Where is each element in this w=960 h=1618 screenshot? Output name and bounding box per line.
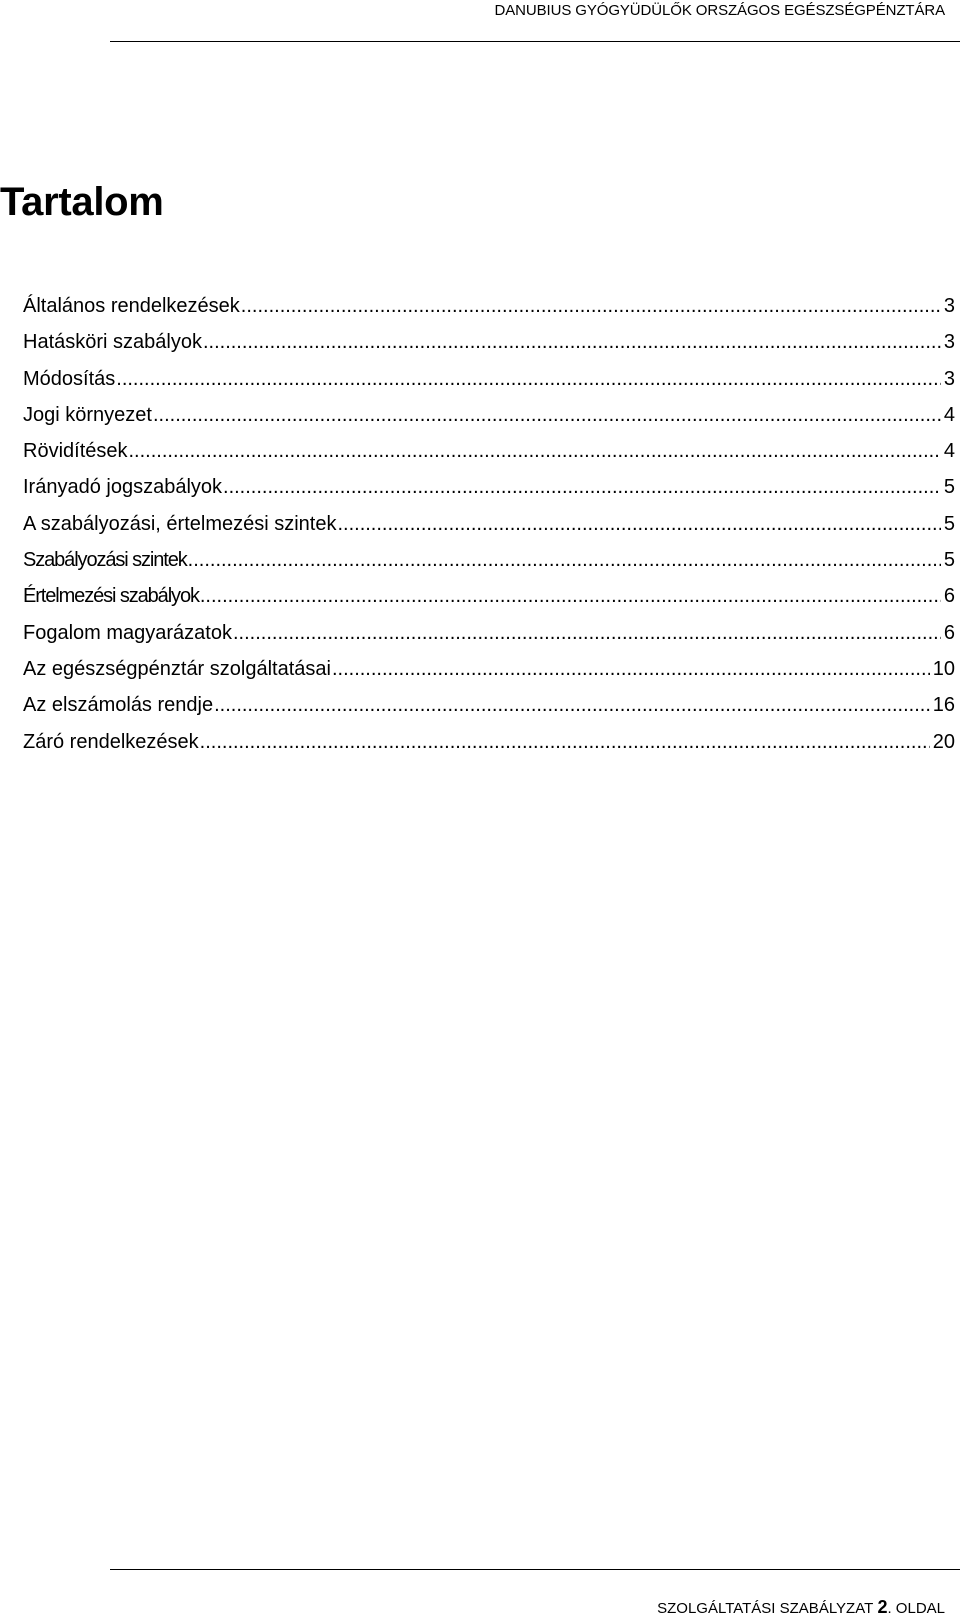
toc-entry-page: 4 [943, 440, 955, 463]
toc-entry[interactable] [23, 730, 955, 766]
toc-entry[interactable] [23, 367, 955, 403]
toc-entry-label: Az elszámolás rendje [23, 694, 214, 717]
running-header: DANUBIUS GYÓGYÜDÜLŐK ORSZÁGOS EGÉSZSÉGPÉNZTÁRA [494, 2, 945, 19]
toc-entry[interactable] [23, 512, 955, 548]
footer-page-suffix: . OLDAL [887, 1600, 945, 1617]
toc-dot-leader [203, 330, 941, 354]
toc-entry-label: Általános rendelkezések [23, 295, 240, 317]
toc-entry-page: 5 [943, 512, 955, 535]
page-title: Tartalom [0, 180, 164, 224]
toc-entry-page: 4 [943, 403, 955, 426]
toc-entry-label: Irányadó jogszabályok [23, 476, 223, 499]
toc-entry-label: Szabályozási szintek [23, 549, 187, 572]
toc-entry[interactable] [23, 330, 955, 366]
toc-dot-leader [153, 403, 941, 427]
toc-dot-leader [233, 621, 941, 645]
toc-entry[interactable] [23, 693, 955, 729]
toc-entry[interactable] [23, 475, 955, 511]
toc-entry-page: 20 [932, 730, 955, 753]
toc-entry[interactable] [23, 621, 955, 657]
toc-dot-leader [241, 294, 941, 318]
toc-entry[interactable] [23, 439, 955, 475]
toc-entry[interactable] [23, 548, 955, 584]
toc-entry-page: 5 [943, 476, 955, 499]
toc-entry-label: Jogi környezet [23, 403, 152, 426]
toc-dot-leader [332, 657, 930, 681]
toc-dot-leader [214, 693, 930, 717]
footer-divider [110, 1569, 960, 1570]
toc-entry-page: 6 [943, 585, 955, 608]
toc-entry-label: Hatásköri szabályok [23, 331, 202, 354]
toc-dot-leader [129, 439, 941, 463]
header-divider [110, 41, 960, 42]
toc-entry-page: 6 [943, 621, 955, 644]
toc-entry-label: A szabályozási, értelmezési szintek [23, 512, 337, 535]
toc-dot-leader [223, 475, 941, 499]
toc-entry-label: Módosítás [23, 367, 116, 390]
footer-document-name: SZOLGÁLTATÁSI SZABÁLYZAT [657, 1600, 874, 1617]
table-of-contents [23, 294, 955, 766]
toc-dot-leader [337, 512, 940, 536]
toc-entry[interactable] [23, 403, 955, 439]
running-footer [657, 1597, 945, 1618]
toc-entry-page: 3 [943, 367, 955, 390]
toc-entry[interactable] [23, 294, 955, 330]
toc-entry[interactable] [23, 657, 955, 693]
toc-entry-label: Értelmezési szabályok [23, 585, 199, 608]
toc-entry-label: Rövidítések [23, 440, 128, 463]
toc-dot-leader [188, 548, 941, 572]
footer-page-number: 2 [877, 1597, 888, 1617]
toc-entry-page: 5 [943, 549, 955, 572]
toc-entry-page: 16 [932, 694, 955, 717]
toc-entry-page: 3 [943, 331, 955, 354]
toc-entry[interactable] [23, 584, 955, 620]
toc-dot-leader [200, 584, 941, 608]
toc-entry-label: Záró rendelkezések [23, 730, 199, 753]
toc-entry-label: Fogalom magyarázatok [23, 621, 232, 644]
toc-entry-page: 10 [932, 657, 955, 680]
toc-entry-page: 3 [943, 295, 955, 317]
toc-dot-leader [200, 730, 930, 754]
toc-dot-leader [116, 367, 941, 391]
toc-entry-label: Az egészségpénztár szolgáltatásai [23, 657, 331, 680]
